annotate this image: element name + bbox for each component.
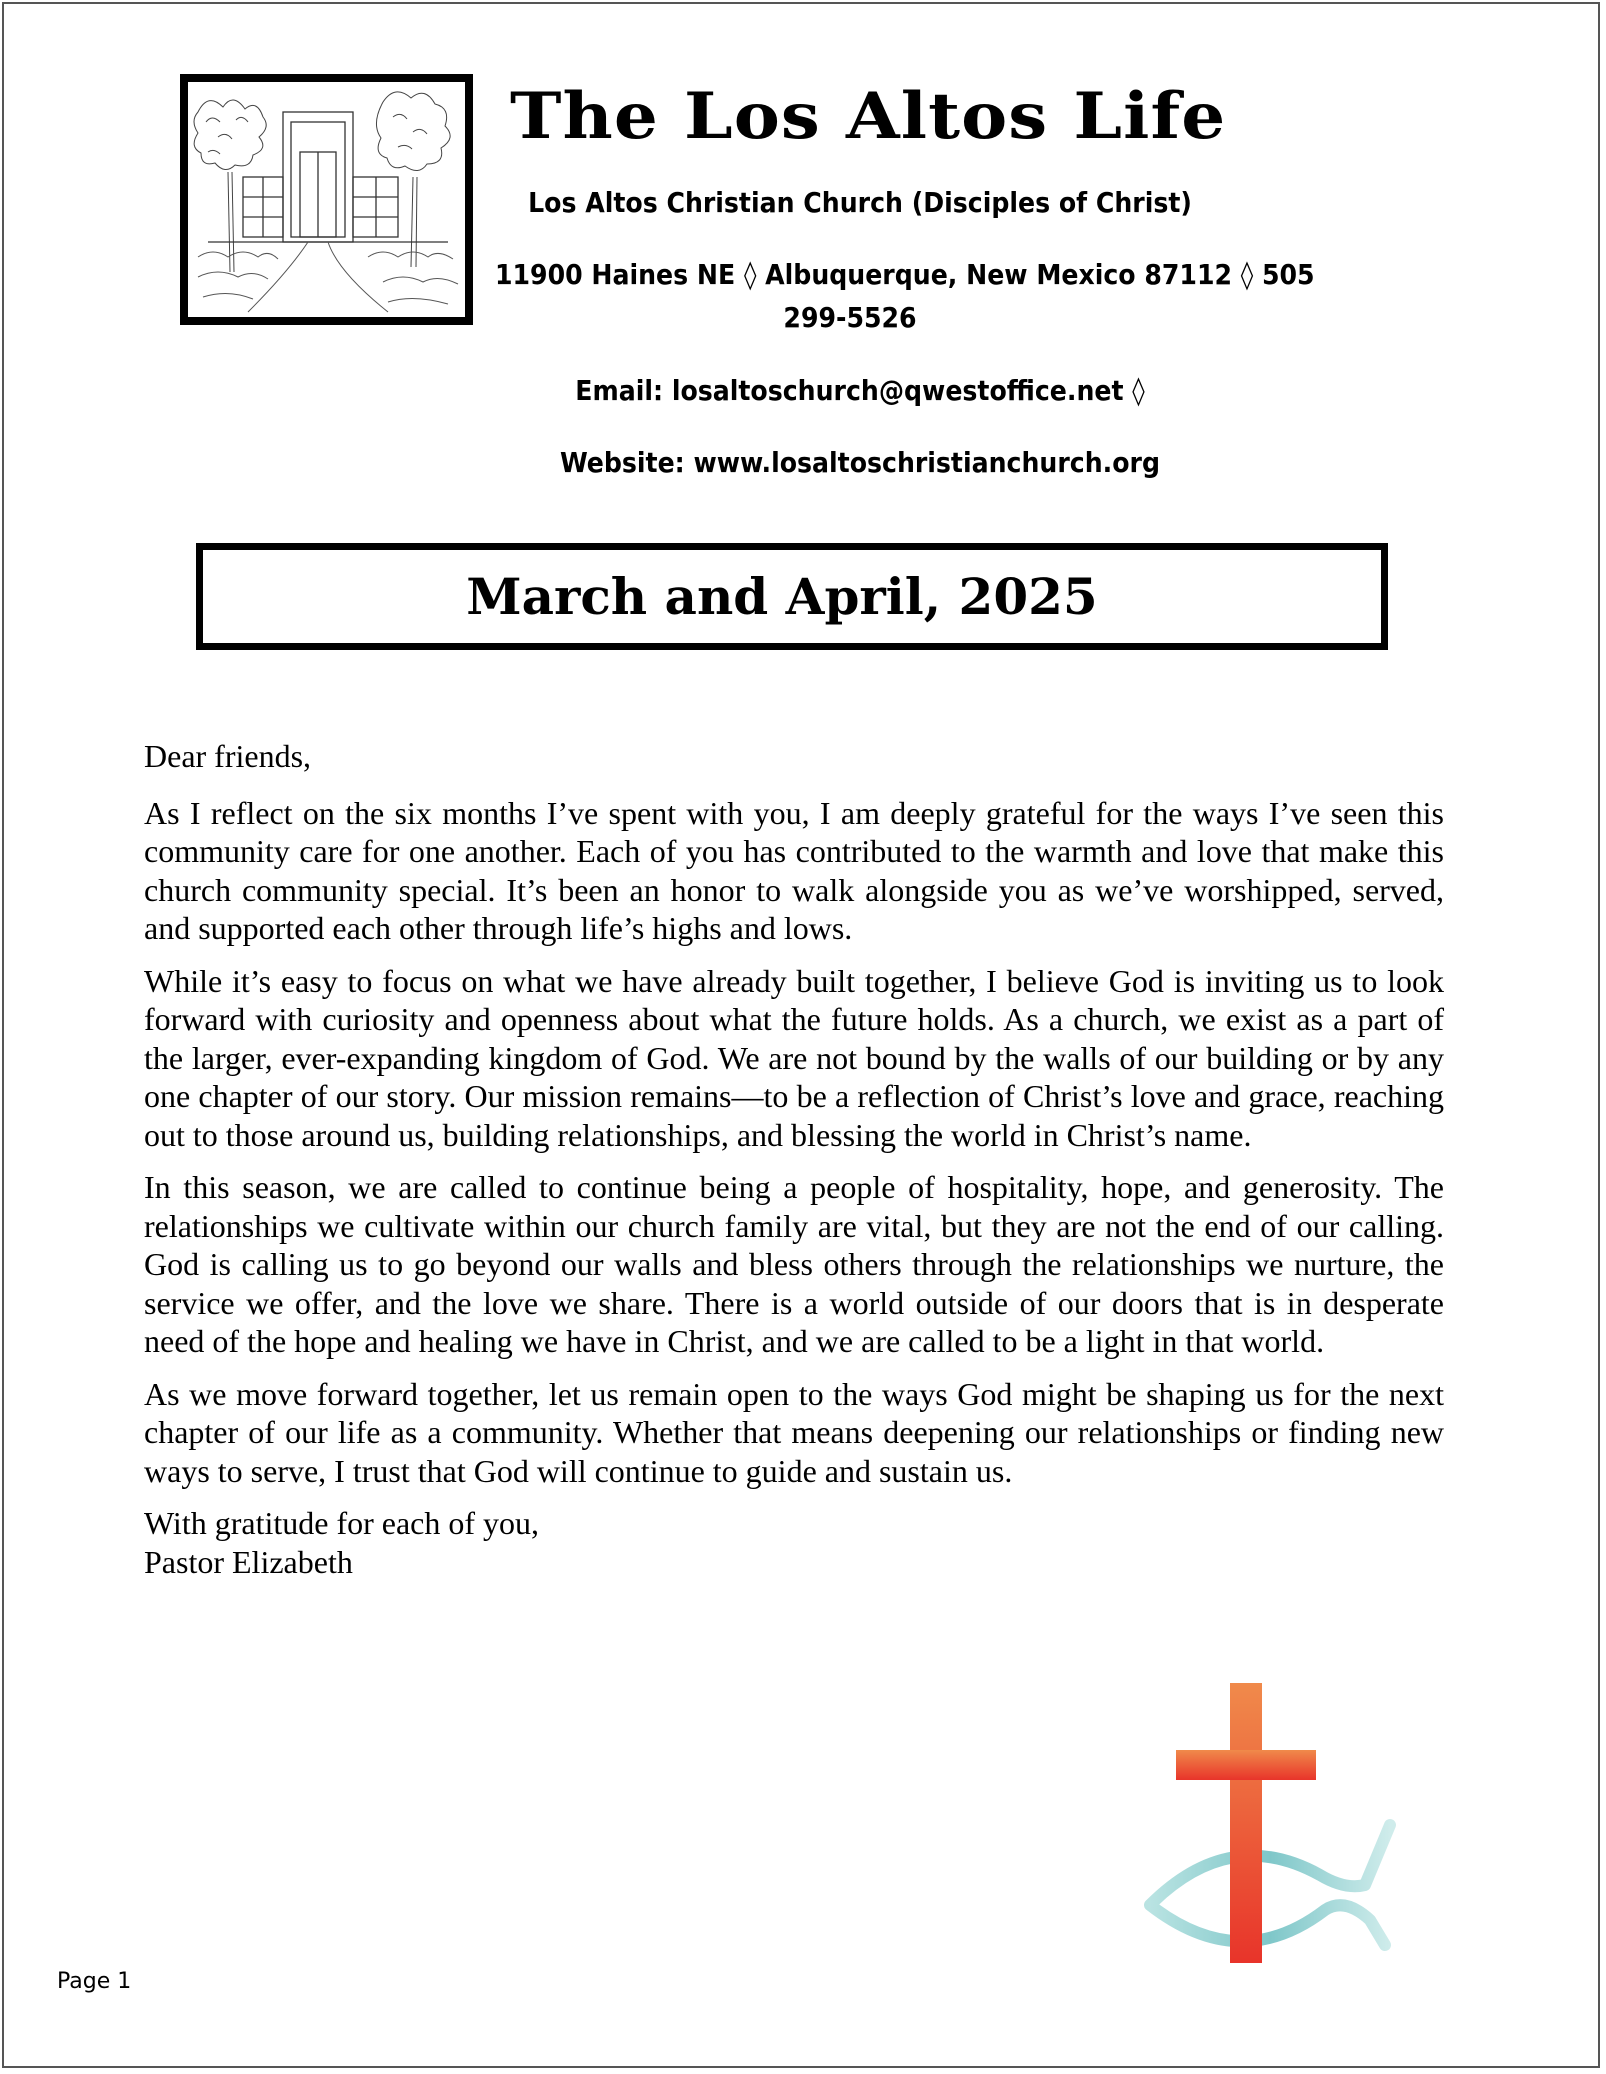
address-line-2: 299-5526 <box>783 301 917 334</box>
address-line-1: 11900 Haines NE ◊ Albuquerque, New Mexico 87112 ◊ 505 <box>495 258 1315 291</box>
letter-paragraph: While it’s easy to focus on what we have already built together, I believe God is inviting us to look forward with curiosity and openness about what the future holds. As a church, we exist as a part of the larger, ever-expanding kingdom of God. We are not bound by the walls of our building or by any one chapter of our story. Our mission remains—to be a reflection of Christ’s love and grace, reaching out to those around us, building relationships, and blessing the world in Christ’s name. <box>144 962 1444 1153</box>
church-name: Los Altos Christian Church (Disciples of Christ) <box>528 186 1192 219</box>
newsletter-title: The Los Altos Life <box>510 79 1227 154</box>
cross-and-fish-icon <box>1140 1675 1400 1975</box>
church-building-sketch-icon <box>188 82 465 317</box>
letter-closing: With gratitude for each of you, <box>144 1505 540 1541</box>
letter-signature: Pastor Elizabeth <box>144 1543 353 1580</box>
letter-signoff <box>144 1504 1444 1581</box>
website-line: Website: www.losaltoschristianchurch.org <box>560 446 1160 479</box>
letter-paragraph: In this season, we are called to continue being a people of hospitality, hope, and generosity. The relationships we cultivate within our church family are vital, but they are not the end of our calling. God is calling us to go beyond our walls and bless others through the relationships we nurture, the service we offer, and the love we share. There is a world outside of our doors that is in desperate need of the hope and healing we have in Christ, and we are called to be a light in that world. <box>144 1169 1444 1359</box>
page-number: Page 1 <box>57 1969 132 1994</box>
letter-paragraph: As we move forward together, let us remain open to the ways God might be shaping us for the next chapter of our life as a community. Whether that means deepening our relationships or finding new ways to serve, I trust that God will continue to guide and sustain us. <box>144 1375 1444 1489</box>
email-line: Email: losaltoschurch@qwestoffice.net ◊ <box>575 374 1145 407</box>
cross-and-fish-emblem <box>1140 1675 1400 1975</box>
letter-paragraph: As I reflect on the six months I’ve spent with you, I am deeply grateful for the ways I’ve seen this community care for one another. Each of you has contributed to the warmth and love that make this church community special. It’s been an honor to walk alongside you as we’ve worshipped, served, and supported each other through life’s highs and lows. <box>144 794 1444 946</box>
pastor-letter <box>144 737 1444 1595</box>
church-logo <box>180 74 473 325</box>
issue-date-box <box>196 543 1388 650</box>
letter-greeting: Dear friends, <box>144 738 312 774</box>
issue-date: March and April, 2025 <box>466 567 1098 626</box>
